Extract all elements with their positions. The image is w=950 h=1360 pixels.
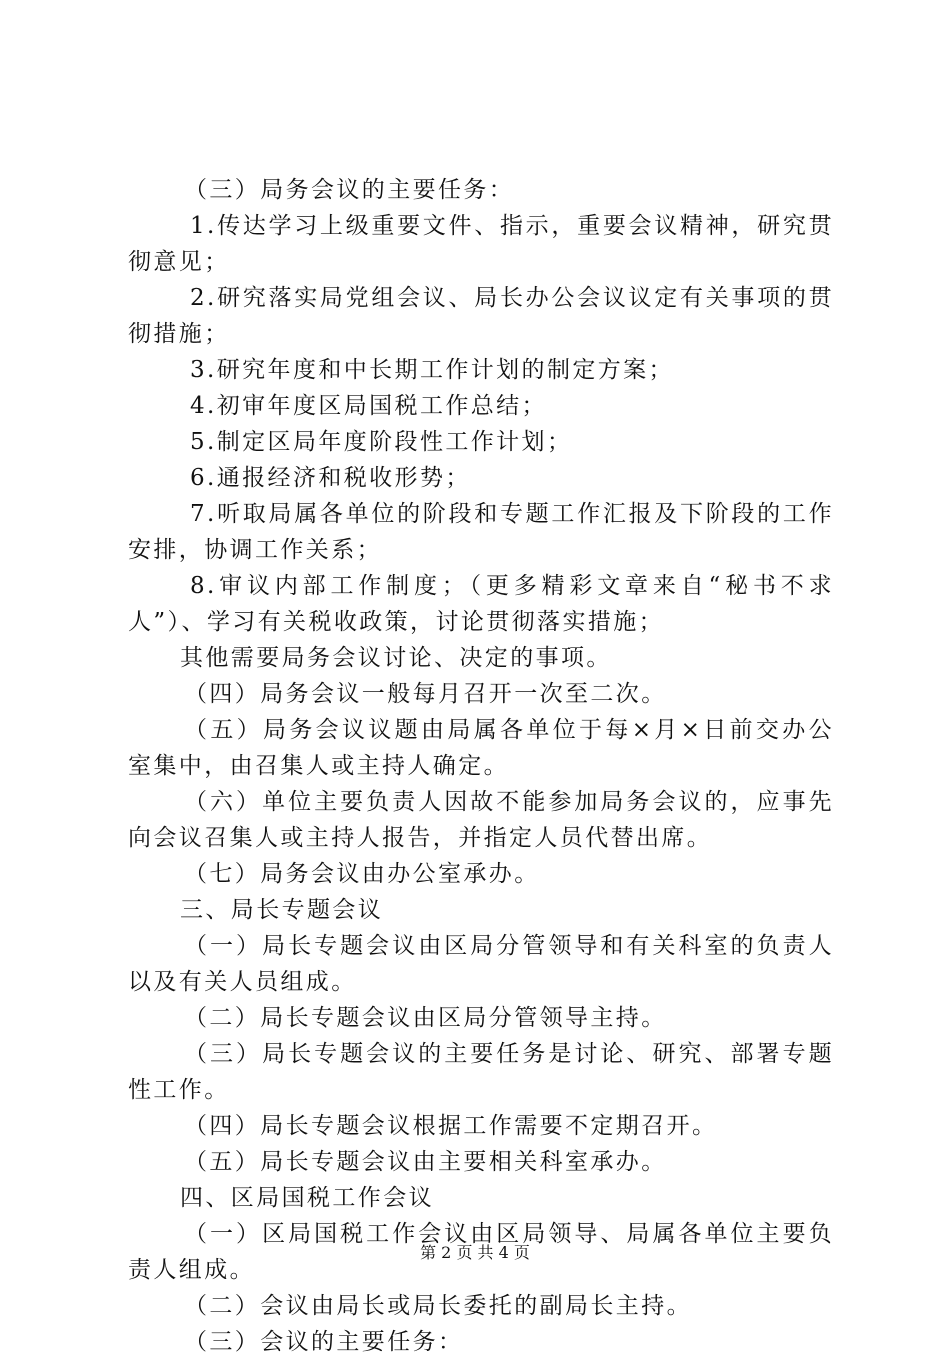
paragraph: （七）局务会议由办公室承办。 bbox=[184, 861, 540, 887]
paragraph: （二）会议由局长或局长委托的副局长主持。 bbox=[184, 1293, 692, 1319]
paragraph: （三）局务会议的主要任务： bbox=[184, 177, 515, 203]
paragraph: 2.研究落实局党组会议、局长办公会议议定有关事项的贯彻措施； bbox=[128, 285, 834, 347]
section-heading: 三、局长专题会议 bbox=[180, 897, 384, 923]
paragraph: （一）区局国税工作会议由区局领导、局属各单位主要负责人组成。 bbox=[128, 1221, 834, 1283]
paragraph: 7.听取局属各单位的阶段和专题工作汇报及下阶段的工作安排，协调工作关系； bbox=[128, 501, 834, 563]
paragraph: （六）单位主要负责人因故不能参加局务会议的，应事先向会议召集人或主持人报告，并指定人员代替出席。 bbox=[128, 789, 834, 851]
paragraph: （五）局务会议议题由局属各单位于每×月×日前交办公室集中，由召集人或主持人确定。 bbox=[128, 717, 834, 779]
paragraph: 1.传达学习上级重要文件、指示，重要会议精神，研究贯彻意见； bbox=[128, 213, 834, 275]
paragraph: （三）局长专题会议的主要任务是讨论、研究、部署专题性工作。 bbox=[128, 1041, 834, 1103]
document-body bbox=[128, 172, 834, 1360]
paragraph: 5.制定区局年度阶段性工作计划； bbox=[190, 429, 573, 455]
paragraph: （四）局长专题会议根据工作需要不定期召开。 bbox=[184, 1113, 718, 1139]
paragraph: 4.初审年度区局国税工作总结； bbox=[190, 393, 547, 419]
page-number-footer: 第 2 页 共 4 页 bbox=[420, 1243, 530, 1262]
paragraph: （三）会议的主要任务： bbox=[184, 1329, 464, 1355]
paragraph: 8.审议内部工作制度；（更多精彩文章来自“秘书不求人”）、学习有关税收政策，讨论贯彻落实措施； bbox=[128, 573, 834, 635]
paragraph: 6.通报经济和税收形势； bbox=[190, 465, 471, 491]
paragraph: （一）局长专题会议由区局分管领导和有关科室的负责人以及有关人员组成。 bbox=[128, 933, 834, 995]
paragraph: （四）局务会议一般每月召开一次至二次。 bbox=[184, 681, 667, 707]
paragraph: （二）局长专题会议由区局分管领导主持。 bbox=[184, 1005, 667, 1031]
paragraph: 其他需要局务会议讨论、决定的事项。 bbox=[180, 645, 612, 671]
paragraph: （五）局长专题会议由主要相关科室承办。 bbox=[184, 1149, 667, 1175]
paragraph: 3.研究年度和中长期工作计划的制定方案； bbox=[190, 357, 674, 383]
section-heading: 四、区局国税工作会议 bbox=[180, 1185, 434, 1211]
